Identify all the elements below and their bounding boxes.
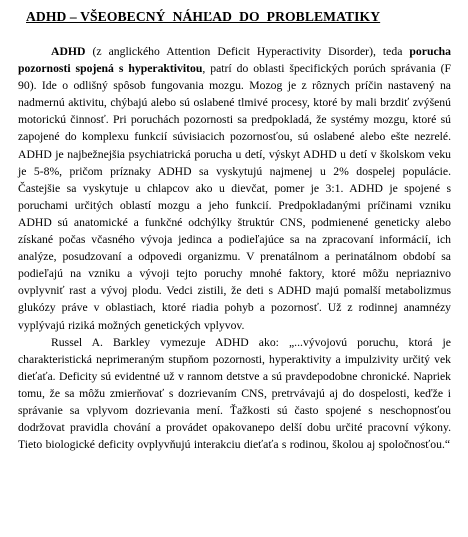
paragraph-2-text: Russel A. Barkley vymezuje ADHD ako: „...vývojovú poruchu, ktorá je charakteristická neprimeraným stupňom pozornosti, hyperaktivity a impulzivity určitý vek dieťaťa. Deficity sú evidentné už v rannom detstve a sú pravdepodobne chronické. Napriek tomu, že sa môžu zmierňovať s dozrievaním CNS, pretrvávajú aj do dospelosti, keďže i správanie sa vplyvom dozrievania mení. Ťažkosti sú často spojené s neschopnosťou dodržovat pravidla chování a provádet opakovanepo delší dobu určité pracovní výkony. Tieto biologické deficity ovplyvňujú interakciu dieťaťa s rodinou, školou aj spoločnosťou.“ (18, 335, 451, 452)
term-adhd: ADHD (51, 45, 86, 58)
paragraph-1 (18, 43, 451, 334)
term-definition: porucha pozornosti spojená s hyperaktivitou (18, 45, 451, 76)
paragraph-1-text-b: , patrí do oblasti špecifických porúch správania (F 90). Ide o odlišný spôsob fungovania mozgu. Mozog je z rôznych príčin nastavený na nadmernú aktivitu, chýbajú alebo sú oslabené tlmivé procesy, ktoré by mali brzdiť zvýšenú motorickú činnosť. Pri poruchách pozornosti sa predpokladá, že systémy mozgu, ktoré sú zapojené do komplexu funkcií súvisiacich pozornosťou, sú oslabené alebo ešte nezrelé. ADHD je najbežnejšia psychiatrická porucha u detí, výskyt ADHD u detí v školskom veku je 5-8%, pričom príznaky ADHD sa vyskytujú najmenej u 2% dospelej populácie. Častejšie sa vyskytuje u chlapcov ako u dievčat, pomer je 3:1. ADHD je spojené s poruchami určitých oblastí mozgu a jeho funkcií. Predpokladanými príčinami vzniku ADHD sú anatomické a funkčné odchýlky štruktúr CNS, podmienené geneticky alebo získané počas včasného vývoja jedinca a podieľajúce sa na zpracovaní informácií, ich analýze, posudzovaní a odpovedi organizmu. V prenatálnom a perinatálnom období sa podieľajú na vzniku a vývoji tejto poruchy mnohé faktory, ktoré môžu nepriaznivo ovplyvniť rast a vývoj plodu. Vedci zistili, že deti s ADHD majú pomalší metabolizmus glukózy práve v oblastiach, ktoré riadia pohyb a pozornosť. Už z rodinnej anamnézy vyplývajú riziká možných genetických vplyvov. (18, 62, 451, 332)
paragraph-1-text-a: (z anglického Attention Deficit Hyperactivity Disorder), teda (85, 45, 410, 58)
paragraph-2 (18, 334, 451, 454)
document-title: ADHD – VŠEOBECNÝ NÁHĽAD DO PROBLEMATIKY (26, 9, 381, 24)
